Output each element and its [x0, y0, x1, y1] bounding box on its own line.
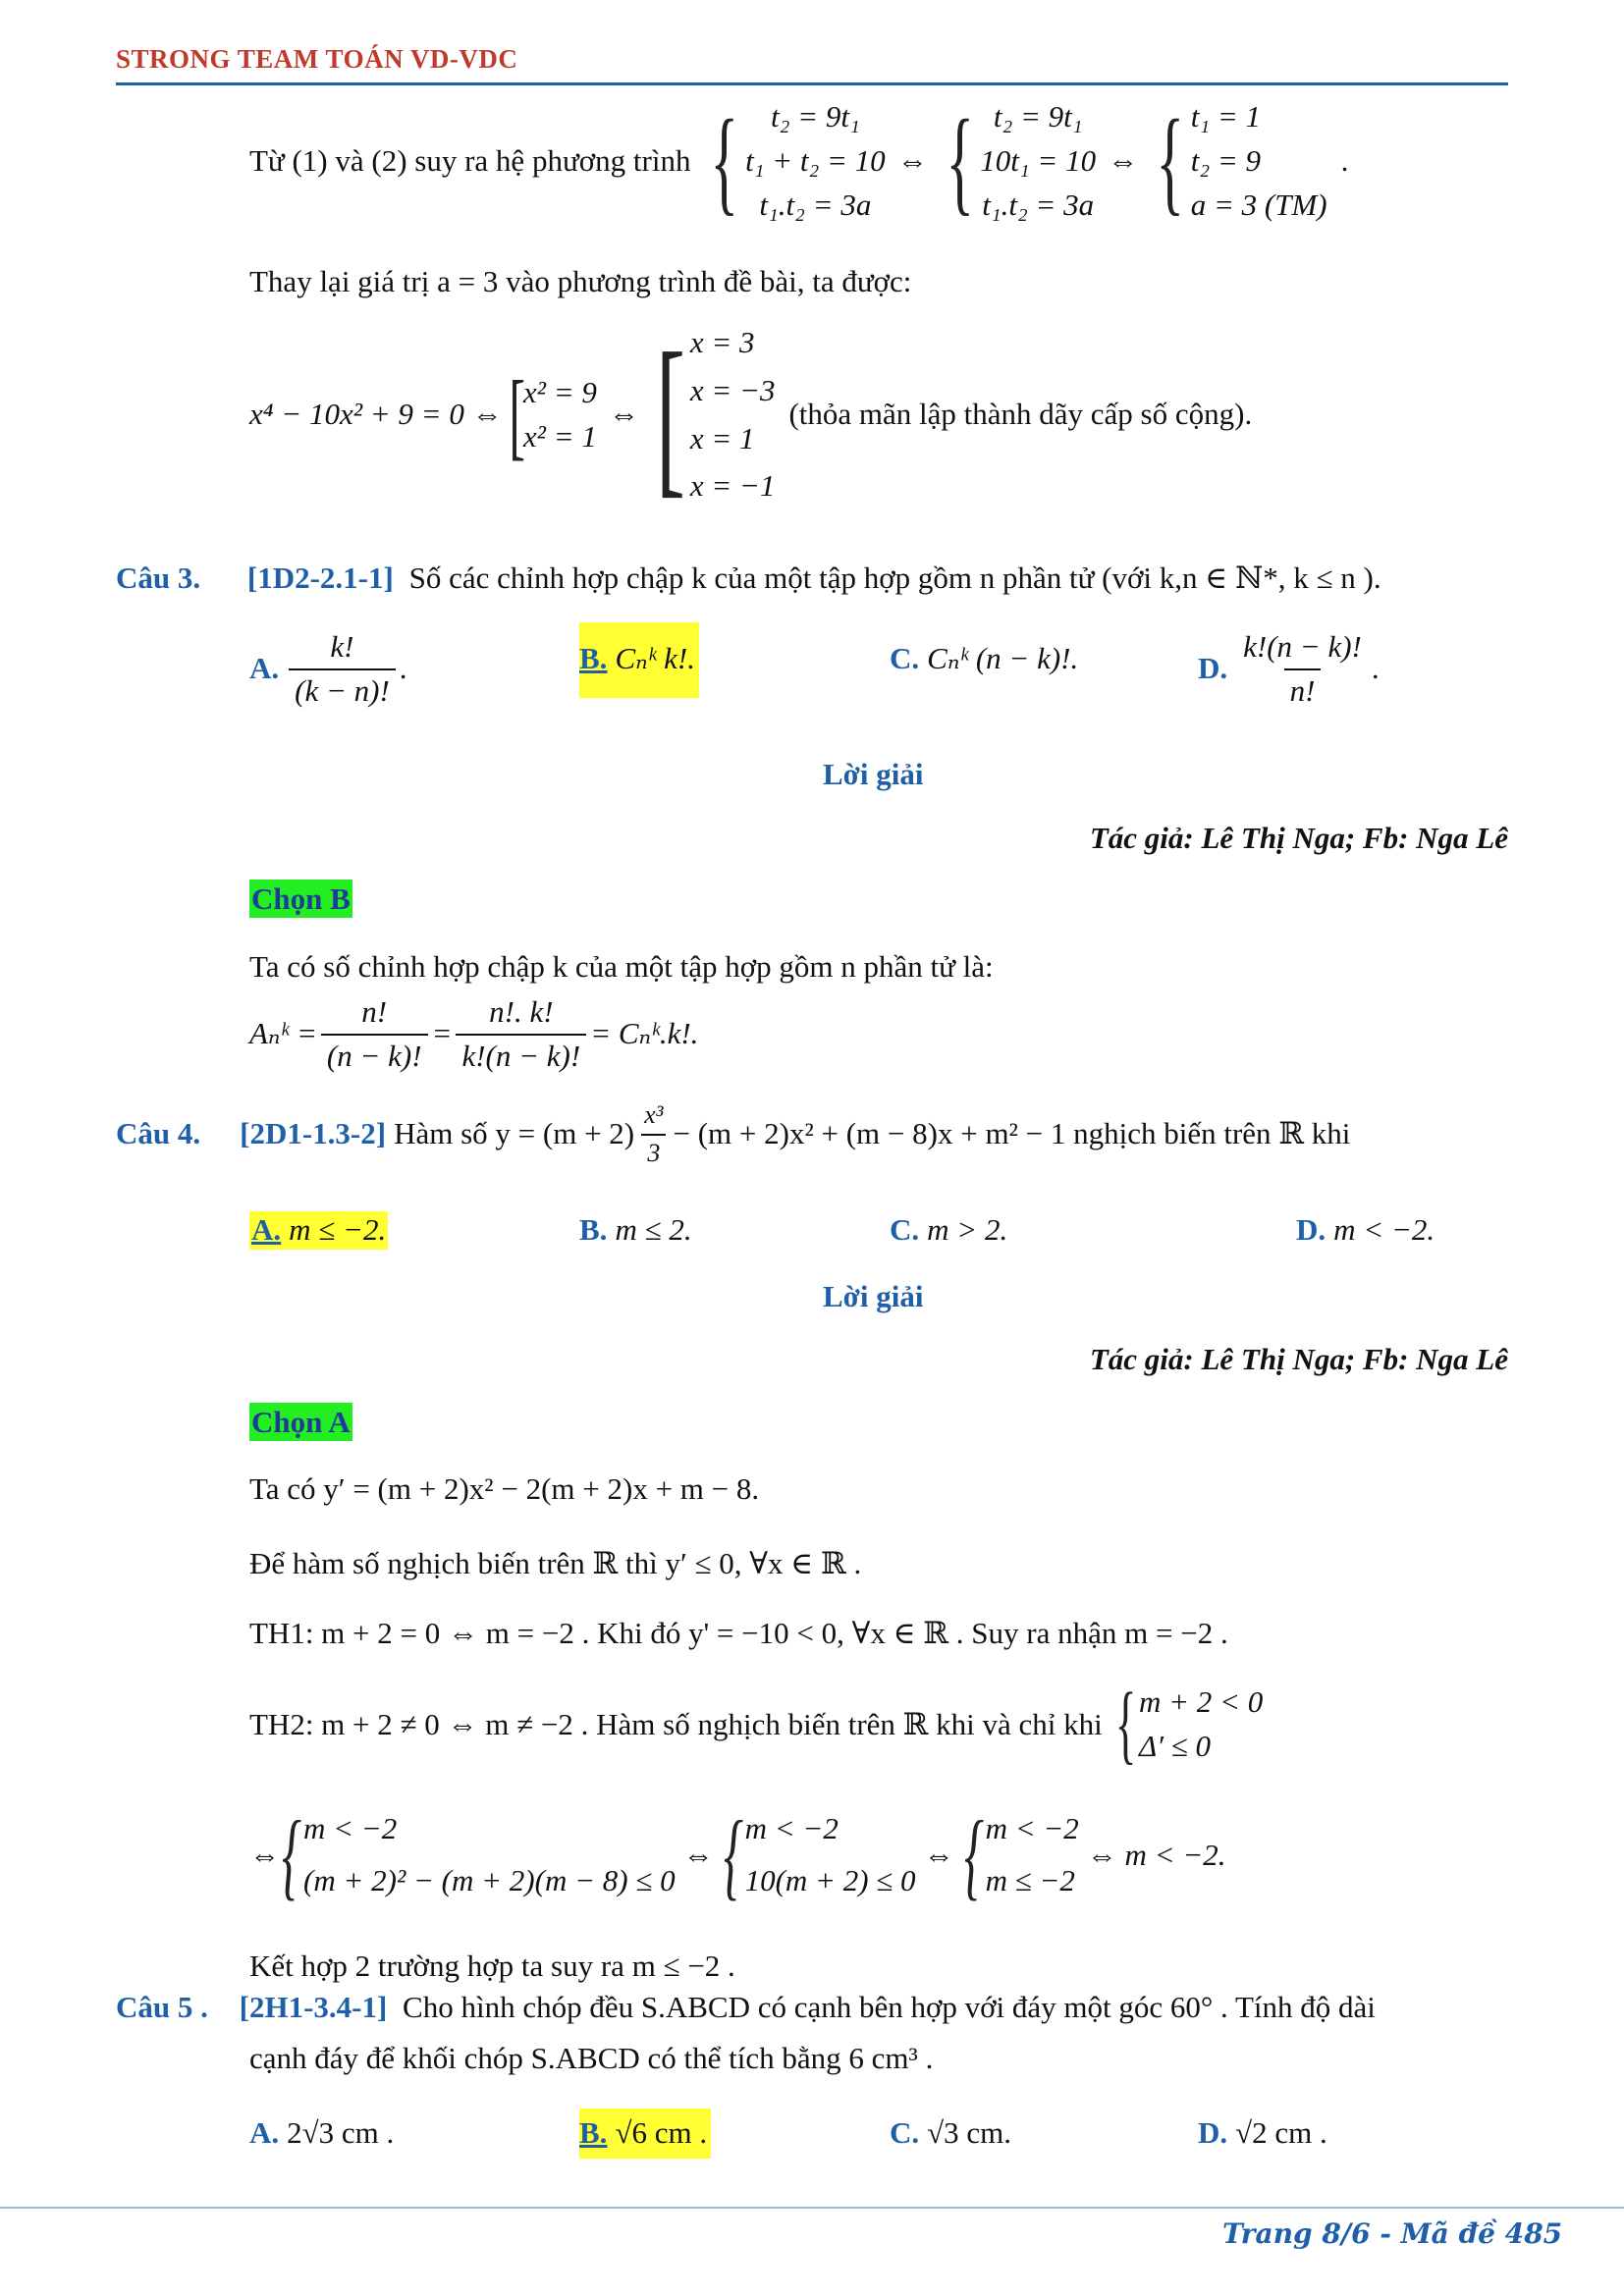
option-c[interactable] — [890, 2114, 1011, 2153]
frac-den: (n − k)! — [321, 1034, 428, 1076]
eq-right-row: x = 1 — [689, 420, 755, 455]
option-label: D. — [1198, 2115, 1228, 2150]
sys3-row: t₂ = 9 — [1190, 142, 1262, 178]
q4-solution-line3: TH1: m + 2 = 0 ⇔ m = −2 . Khi đó y' = −10 < 0, ∀x ∈ ℝ . Suy ra nhận m = −2 . — [249, 1616, 1228, 1650]
option-text: √2 cm . — [1235, 2115, 1327, 2150]
chain-row: m < −2 — [303, 1811, 398, 1846]
option-label: D. — [1198, 651, 1228, 686]
question-5-text-2: cạnh đáy để khối chóp S.ABCD có thể tích bằng 6 cm³ . — [249, 2041, 934, 2075]
intro-system-2: { t₂ = 9t₁ 10t₁ = 10 t₁.t₂ = 3a — [946, 95, 1097, 227]
author-line: Tác giả: Lê Thị Nga; Fb: Nga Lê — [1089, 821, 1508, 855]
eq-mid-row: x² = 9 — [522, 374, 597, 409]
question-code: [1D2-2.1-1] — [246, 561, 394, 595]
equiv-symbol: ⇔ — [1108, 142, 1139, 178]
frac-num: n!. k! — [489, 994, 554, 1029]
q3-solution-line1: Ta có số chỉnh hợp chập k của một tập hợp gồm n phần tử là: — [249, 949, 994, 984]
sys2-row: 10t₁ = 10 — [980, 142, 1097, 178]
question-label: Câu 4. — [116, 1116, 201, 1151]
th2-text: TH2: m + 2 ≠ 0 ⇔ m ≠ −2 . Hàm số nghịch biến trên ℝ khi và chỉ khi — [249, 1706, 1103, 1741]
question-4 — [116, 1099, 1350, 1169]
eq-right-row: x = −1 — [689, 468, 776, 504]
footer-rule — [0, 2207, 1624, 2209]
option-a[interactable] — [249, 1211, 388, 1250]
th2-row: Δ′ ≤ 0 — [1139, 1729, 1211, 1763]
option-label: D. — [1296, 1212, 1326, 1247]
option-a[interactable] — [249, 2114, 394, 2153]
option-c[interactable] — [890, 1211, 1007, 1250]
option-text: Cₙᵏ (n − k)!. — [927, 641, 1079, 675]
option-d[interactable] — [1296, 1211, 1435, 1250]
sys2-row: t₂ = 9t₁ — [993, 99, 1083, 133]
question-text: Số các chỉnh hợp chập k của một tập hợp gồm n phần tử (với k,n ∈ ℕ*, k ≤ n ). — [408, 561, 1381, 595]
chain-end: ⇔ m < −2. — [1086, 1837, 1226, 1872]
intro-system-line: Từ (1) và (2) suy ra hệ phương trình { t₂ = 9t₁ t₁ + t₂ = 10 t₁.t₂ = 3a ⇔ { t₂ = 9t₁ 10t₁ = 10 t₁.t₂ = 3a ⇔ { t₁ = 1 t₂ = 9 a = 3 (TM) . — [249, 95, 1349, 227]
sys1-row: t₁.t₂ = 3a — [759, 187, 872, 222]
option-text: √3 cm. — [927, 2115, 1012, 2150]
question-text-pre: Hàm số y = (m + 2) — [394, 1116, 635, 1151]
q4-equivalence-chain: ⇔ { m < −2 (m + 2)² − (m + 2)(m − 8) ≤ 0 ⇔ { m < −2 10(m + 2) ≤ 0 ⇔ { m < −2 m ≤ −2 ⇔ m < −2. — [249, 1800, 1226, 1909]
option-b[interactable] — [579, 1211, 692, 1250]
option-label: C. — [890, 2115, 920, 2150]
q4-options — [249, 1211, 1516, 1260]
question-text-1: Cho hình chóp đều S.ABCD có cạnh bên hợp với đáy một góc 60° . Tính độ dài — [403, 1990, 1376, 2024]
eq-mid-row: x² = 1 — [522, 418, 597, 454]
option-text: m ≤ 2. — [615, 1212, 692, 1247]
header-rule — [116, 82, 1508, 85]
q3-solution-formula: Aₙᵏ = $\frac{n!}{(n - k)!}$ = $\frac{n!. k!}{k!(n - k)!}$ = Cₙᵏ.k!. — [249, 993, 698, 1076]
intro-eq-note: (thỏa mãn lập thành dãy cấp số cộng). — [788, 397, 1253, 432]
q4-solution-line2: Để hàm số nghịch biến trên ℝ thì y′ ≤ 0, ∀x ∈ ℝ . — [249, 1546, 862, 1580]
chain-row: m < −2 — [985, 1811, 1079, 1846]
chain-row: m ≤ −2 — [985, 1863, 1075, 1897]
th2-system: { m + 2 < 0 Δ′ ≤ 0 — [1114, 1676, 1264, 1773]
frac-num: n! — [361, 994, 388, 1029]
formula-rhs: = Cₙᵏ.k!. — [590, 1016, 699, 1051]
frac-den: n! — [1284, 668, 1322, 711]
chain-system-b: { m < −2 10(m + 2) ≤ 0 — [723, 1800, 916, 1909]
sys1-row: t₂ = 9t₁ — [771, 99, 860, 133]
equiv-symbol: ⇔ — [896, 142, 928, 178]
eq-right-row: x = −3 — [689, 372, 776, 407]
q4-solution-line1: Ta có y′ = (m + 2)x² − 2(m + 2)x + m − 8. — [249, 1471, 760, 1506]
page-footer: Trang 8/6 - Mã đề 485 — [1222, 2217, 1563, 2250]
intro-system-1: { t₂ = 9t₁ t₁ + t₂ = 10 t₁.t₂ = 3a — [710, 95, 886, 227]
option-label: B. — [579, 641, 608, 675]
chain-row: 10(m + 2) ≤ 0 — [744, 1863, 916, 1897]
question-code: [2D1-1.3-2] — [240, 1116, 387, 1151]
option-label: A. — [249, 651, 280, 686]
option-label: C. — [890, 1212, 920, 1247]
choice-text: Chọn A — [251, 1405, 351, 1439]
question-label: Câu 3. — [116, 561, 201, 595]
question-label: Câu 5 . — [116, 1990, 208, 2024]
sys3-row: t₁ = 1 — [1190, 99, 1262, 133]
intro-system-3: { t₁ = 1 t₂ = 9 a = 3 (TM) — [1156, 95, 1327, 227]
intro-equation: x⁴ − 10x² + 9 = 0 ⇔ [ x² = 9 x² = 1 ⇔ [ x = 3 x = −3 x = 1 x = −1 (thỏa mãn lập thành dãy cấp số cộng). — [249, 316, 1253, 512]
option-b[interactable] — [579, 622, 699, 698]
solution-title: Lời giải — [823, 1279, 924, 1313]
option-label: C. — [890, 641, 920, 675]
q4-solution-line5: Kết hợp 2 trường hợp ta suy ra m ≤ −2 . — [249, 1949, 735, 1983]
option-label: B. — [579, 1212, 608, 1247]
page-header-title: STRONG TEAM TOÁN VD-VDC — [116, 44, 518, 74]
th2-row: m + 2 < 0 — [1139, 1684, 1264, 1720]
question-5 — [116, 1989, 1376, 2027]
frac-num: k!(n − k)! — [1243, 629, 1362, 664]
chain-row: m < −2 — [744, 1811, 839, 1846]
solution-title: Lời giải — [823, 757, 924, 791]
intro-eq-mid: [ x² = 9 x² = 1 — [508, 359, 597, 469]
intro-eq-left: x⁴ − 10x² + 9 = 0 ⇔ — [249, 397, 503, 432]
option-b[interactable] — [579, 2109, 711, 2159]
sys1-row: t₁ + t₂ = 10 — [745, 142, 886, 178]
option-label: A. — [249, 2115, 280, 2150]
question-text-post: − (m + 2)x² + (m − 8)x + m² − 1 nghịch biến trên ℝ khi — [673, 1116, 1351, 1151]
option-label: A. — [251, 1212, 282, 1247]
eq-right-row: x = 3 — [689, 325, 755, 359]
frac-den: 3 — [641, 1134, 666, 1170]
q5-options — [249, 2114, 1516, 2163]
option-a[interactable]: A. $\frac{k!}{(k - n)!}$ . — [249, 628, 407, 711]
intro-line2: Thay lại giá trị a = 3 vào phương trình đề bài, ta được: — [249, 264, 912, 298]
frac-num: k! — [330, 629, 354, 664]
option-text: m < −2. — [1333, 1212, 1435, 1247]
option-c[interactable] — [890, 640, 1078, 678]
frac-num: x³ — [644, 1100, 664, 1129]
choice-label — [249, 881, 352, 919]
intro-line1-prefix: Từ (1) và (2) suy ra hệ phương trình — [249, 142, 691, 178]
option-d[interactable]: D. $\frac{k!(n - k)!}{n!}$ . — [1198, 628, 1380, 711]
chain-system-a: { m < −2 (m + 2)² − (m + 2)(m − 8) ≤ 0 — [282, 1800, 676, 1909]
chain-row: (m + 2)² − (m + 2)(m − 8) ≤ 0 — [303, 1863, 676, 1897]
chain-system-c: { m < −2 m ≤ −2 — [963, 1800, 1079, 1909]
choice-text: Chọn B — [251, 881, 351, 916]
q4-solution-line4 — [249, 1676, 1264, 1773]
option-text: m ≤ −2. — [289, 1212, 387, 1247]
option-text: √6 cm . — [615, 2115, 708, 2150]
author-line: Tác giả: Lê Thị Nga; Fb: Nga Lê — [1089, 1342, 1508, 1376]
question-3 — [116, 560, 1381, 598]
intro-eq-right: [ x = 3 x = −3 x = 1 x = −1 — [655, 316, 776, 512]
question-code: [2H1-3.4-1] — [239, 1990, 388, 2024]
q3-options — [249, 628, 1516, 726]
sys2-row: t₁.t₂ = 3a — [982, 187, 1095, 222]
option-text: Cₙᵏ k!. — [615, 641, 695, 675]
formula-lhs: Aₙᵏ = — [249, 1016, 317, 1051]
sys3-row: a = 3 (TM) — [1190, 187, 1327, 222]
frac-den: (k − n)! — [289, 668, 396, 711]
option-label: B. — [579, 2115, 608, 2150]
option-d[interactable] — [1198, 2114, 1327, 2153]
option-text: 2√3 cm . — [287, 2115, 395, 2150]
option-text: m > 2. — [927, 1212, 1008, 1247]
frac-den: k!(n − k)! — [456, 1034, 586, 1076]
choice-label — [249, 1404, 352, 1442]
